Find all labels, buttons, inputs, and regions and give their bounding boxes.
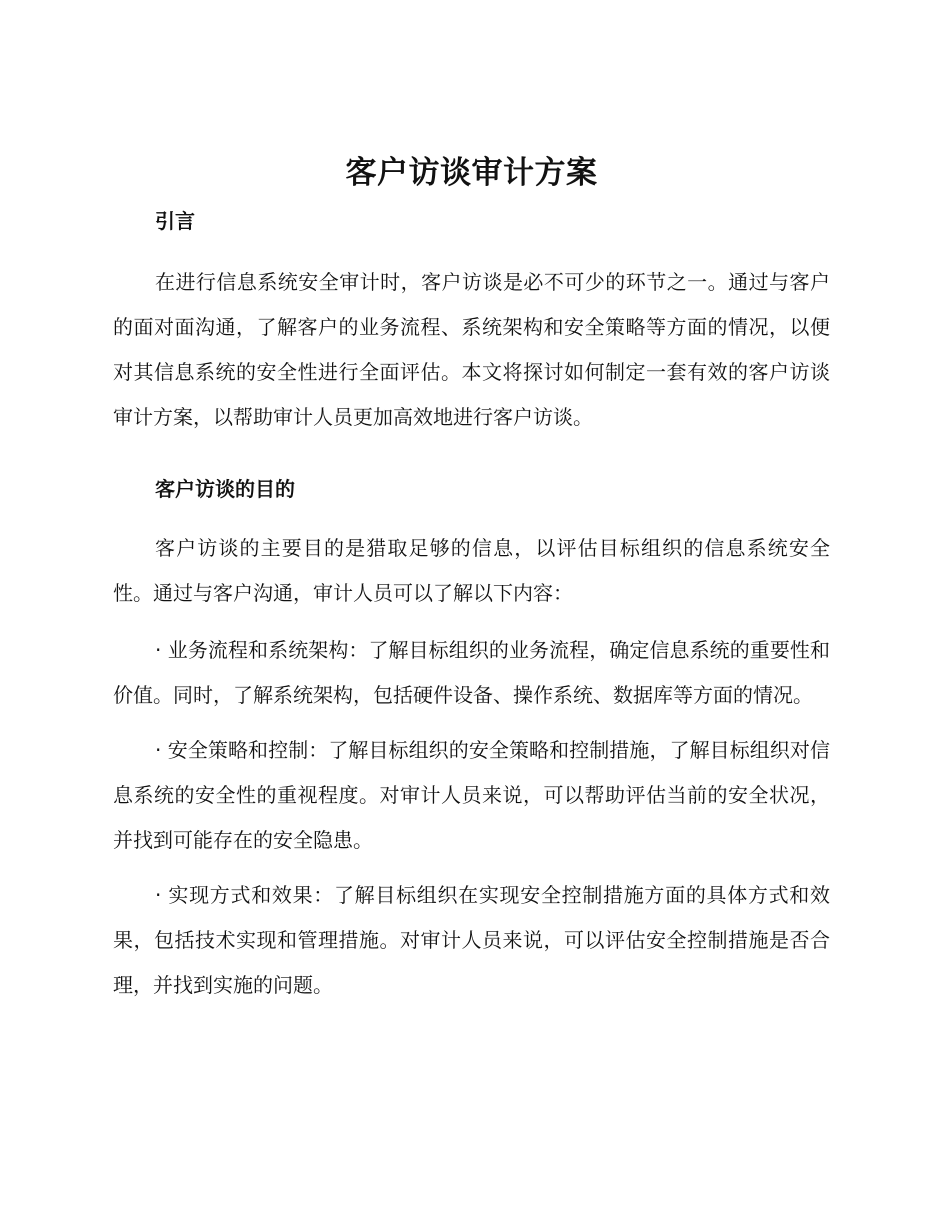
- introduction-paragraph: 在进行信息系统安全审计时，客户访谈是必不可少的环节之一。通过与客户的面对面沟通，了解客户的业务流程、系统架构和安全策略等方面的情况，以便对其信息系统的安全性进行全面评估。本文将探讨如何制定一套有效的客户访谈审计方案，以帮助审计人员更加高效地进行客户访谈。: [113, 270, 830, 429]
- bullet-item-security-policy: · 安全策略和控制：了解目标组织的安全策略和控制措施，了解目标组织对信息系统的安全性的重视程度。对审计人员来说，可以帮助评估当前的安全状况，并找到可能存在的安全隐患。: [113, 738, 830, 852]
- section-heading-interview-purpose: 客户访谈的目的: [155, 477, 295, 501]
- document-title: 客户访谈审计方案: [345, 155, 598, 191]
- purpose-paragraph: 客户访谈的主要目的是猎取足够的信息，以评估目标组织的信息系统安全性。通过与客户沟通，审计人员可以了解以下内容：: [113, 536, 830, 605]
- bullet-item-implementation: · 实现方式和效果：了解目标组织在实现安全控制措施方面的具体方式和效果，包括技术实现和管理措施。对审计人员来说，可以评估安全控制措施是否合理，并找到实施的问题。: [113, 883, 830, 997]
- section-heading-introduction: 引言: [155, 209, 195, 233]
- bullet-item-business-process: · 业务流程和系统架构：了解目标组织的业务流程，确定信息系统的重要性和价值。同时，了解系统架构，包括硬件设备、操作系统、数据库等方面的情况。: [113, 638, 830, 707]
